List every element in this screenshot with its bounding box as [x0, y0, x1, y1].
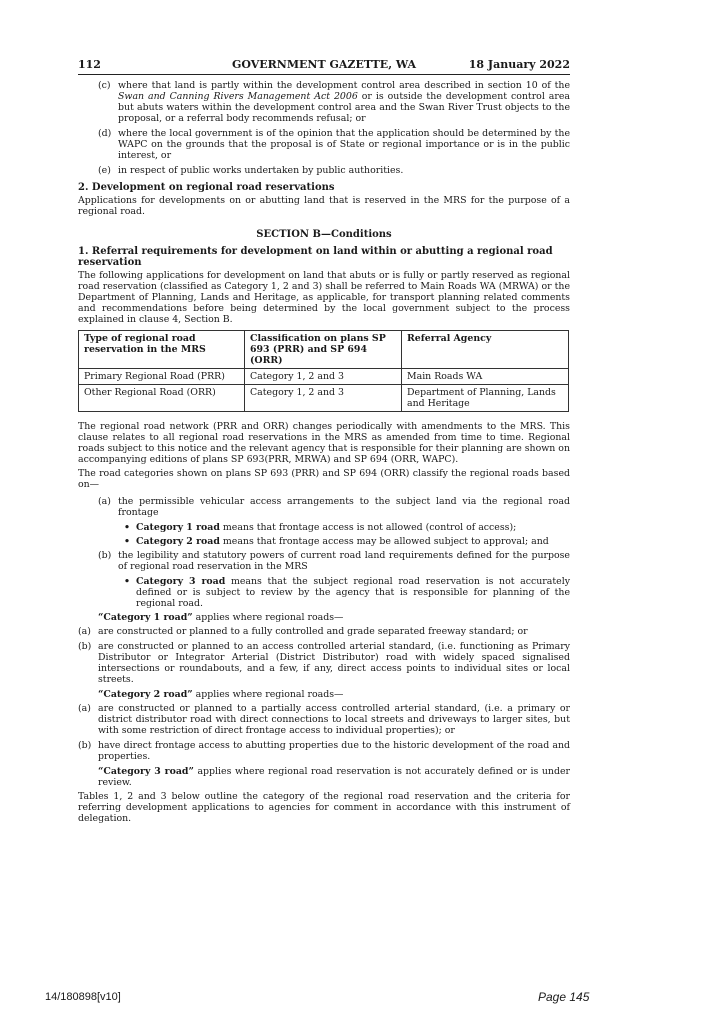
referral-intro: The following applications for development on land that abuts or is fully or partly reserved as regional road reservation (classified as Category 1, 2 and 3) shall be referred to Main Roads WA (MRWA) or the Department of Planning, Lands and Heritage, as applicable, for transport planning related comments and recommendations before being determined by the local government subject to the process explained in clause 4, Section B.: [78, 270, 570, 325]
column-header: Referral Agency: [402, 331, 569, 369]
list-text: where that land is partly within the development control area described in section 10 of the: [118, 80, 570, 91]
list-label: (a): [78, 703, 91, 714]
document-reference: 14/180898[v10]: [45, 991, 121, 1003]
definition-text: applies where regional roads—: [192, 689, 344, 700]
category-3-definition: [98, 766, 570, 788]
table-cell: Department of Planning, Lands and Heritage: [402, 385, 569, 412]
column-header: Type of regional road reservation in the MRS: [79, 331, 245, 369]
definition-text: applies where regional road reservation is not accurately defined or is under review.: [98, 766, 571, 788]
classify-item-a: [98, 496, 570, 518]
referral-heading: 1. Referral requirements for development on land within or abutting a regional road reservation: [78, 246, 553, 268]
bullet-icon: •: [124, 576, 130, 587]
list-label: (b): [78, 740, 92, 751]
section-2-heading: 2. Development on regional road reservations: [78, 182, 335, 193]
category-2-definition: [98, 689, 570, 700]
categories-paragraph: The road categories shown on plans SP 693 (PRR) and SP 694 (ORR) classify the regional roads based on—: [78, 468, 570, 490]
act-title: Swan and Canning Rivers Management Act 2006: [118, 91, 358, 102]
section-b-heading: SECTION B—Conditions: [256, 229, 392, 240]
bullet-text: means that the subject regional road reservation is not accurately defined or is subject to review by the agency that is responsible for planning of the regional road.: [136, 576, 570, 609]
table-row: [79, 369, 569, 385]
list-text: in respect of public works undertaken by public authorities.: [118, 165, 404, 176]
bullet-term: Category 2 road: [136, 536, 220, 547]
category-1-definition: [98, 612, 570, 623]
column-header: Classification on plans SP 693 (PRR) and SP 694 (ORR): [245, 331, 402, 369]
header-page-number: 112: [78, 58, 101, 71]
page-body: [78, 80, 570, 824]
header-date: 18 January 2022: [468, 58, 570, 71]
bullet-category-1: [98, 522, 570, 533]
list-label: (b): [98, 550, 112, 561]
list-text: or is outside the development control area but abuts waters within the development control area and the Swan River Trust objects to the proposal, or a referral body recommends refusal; or: [118, 91, 570, 124]
table-cell: Other Regional Road (ORR): [79, 385, 245, 412]
definition-term: “Category 3 road”: [98, 766, 194, 777]
category-1-item-a: [78, 626, 570, 637]
list-text: are constructed or planned to a partially access controlled arterial standard, (i.e. a primary or district distributor road with direct connections to local streets and driveways to larger sites, but with some restriction of direct frontage access to individual properties); or: [98, 703, 570, 736]
definition-text: applies where regional roads—: [192, 612, 344, 623]
list-text: the permissible vehicular access arrangements to the subject land via the regional road frontage: [118, 496, 570, 518]
list-text: have direct frontage access to abutting properties due to the historic development of the road and properties.: [98, 740, 570, 762]
table-cell: Category 1, 2 and 3: [245, 385, 402, 412]
list-text: are constructed or planned to an access controlled arterial standard, (i.e. functioning as Primary Distributor or Integrator Arterial (District Distributor) road with widely spaced signalised intersections or roundabouts, and a few, if any, direct access points to individual sites or local streets.: [98, 641, 570, 685]
bullet-text: means that frontage access may be allowed subject to approval; and: [219, 536, 549, 547]
bullet-category-3: [98, 576, 570, 609]
list-label: (d): [98, 128, 112, 139]
table-cell: Primary Regional Road (PRR): [79, 369, 245, 385]
bullet-icon: •: [124, 536, 130, 547]
table-header-row: [79, 331, 569, 369]
list-item-c: [98, 80, 570, 124]
definition-term: “Category 1 road”: [98, 612, 193, 623]
list-text: the legibility and statutory powers of current road land requirements defined for the purpose of regional road reservation in the MRS: [118, 550, 570, 572]
category-1-item-b: [78, 641, 570, 685]
table-row: [79, 385, 569, 412]
header-title: GOVERNMENT GAZETTE, WA: [231, 58, 417, 71]
table-cell: Main Roads WA: [402, 369, 569, 385]
definition-term: “Category 2 road”: [98, 689, 193, 700]
list-text: are constructed or planned to a fully controlled and grade separated freeway standard; or: [98, 626, 528, 637]
bullet-category-2: [98, 536, 570, 547]
list-label: (e): [98, 165, 111, 176]
category-2-item-a: [78, 703, 570, 736]
list-item-d: [98, 128, 570, 161]
referral-table: [78, 330, 569, 412]
bullet-term: Category 1 road: [136, 522, 220, 533]
list-item-e: [98, 165, 570, 176]
page-number-label: Page 145: [538, 990, 590, 1004]
bullet-term: Category 3 road: [136, 576, 226, 587]
list-text: where the local government is of the opinion that the application should be determined by the WAPC on the grounds that the proposal is of State or regional importance or is in the public interest, or: [118, 128, 570, 161]
bullet-text: means that frontage access is not allowed (control of access);: [219, 522, 517, 533]
category-2-item-b: [78, 740, 570, 762]
classify-item-b: [98, 550, 570, 572]
table-cell: Category 1, 2 and 3: [245, 369, 402, 385]
list-label: (a): [78, 626, 91, 637]
network-paragraph: The regional road network (PRR and ORR) changes periodically with amendments to the MRS. This clause relates to all regional road reservations in the MRS as amended from time to time. Regional roads subject to this notice and the relevant agency that is responsible for their planning are shown on accompanying editions of plans SP 693(PRR, MRWA) and SP 694 (ORR, WAPC).: [78, 421, 570, 465]
closing-paragraph: Tables 1, 2 and 3 below outline the category of the regional road reservation and the criteria for referring development applications to agencies for comment in accordance with this instrument of delegation.: [78, 791, 570, 824]
list-label: (c): [98, 80, 111, 91]
list-label: (a): [98, 496, 111, 507]
bullet-icon: •: [124, 522, 130, 533]
page-header: [78, 56, 570, 75]
section-2-text: Applications for developments on or abutting land that is reserved in the MRS for the purpose of a regional road.: [78, 195, 570, 217]
list-label: (b): [78, 641, 92, 652]
